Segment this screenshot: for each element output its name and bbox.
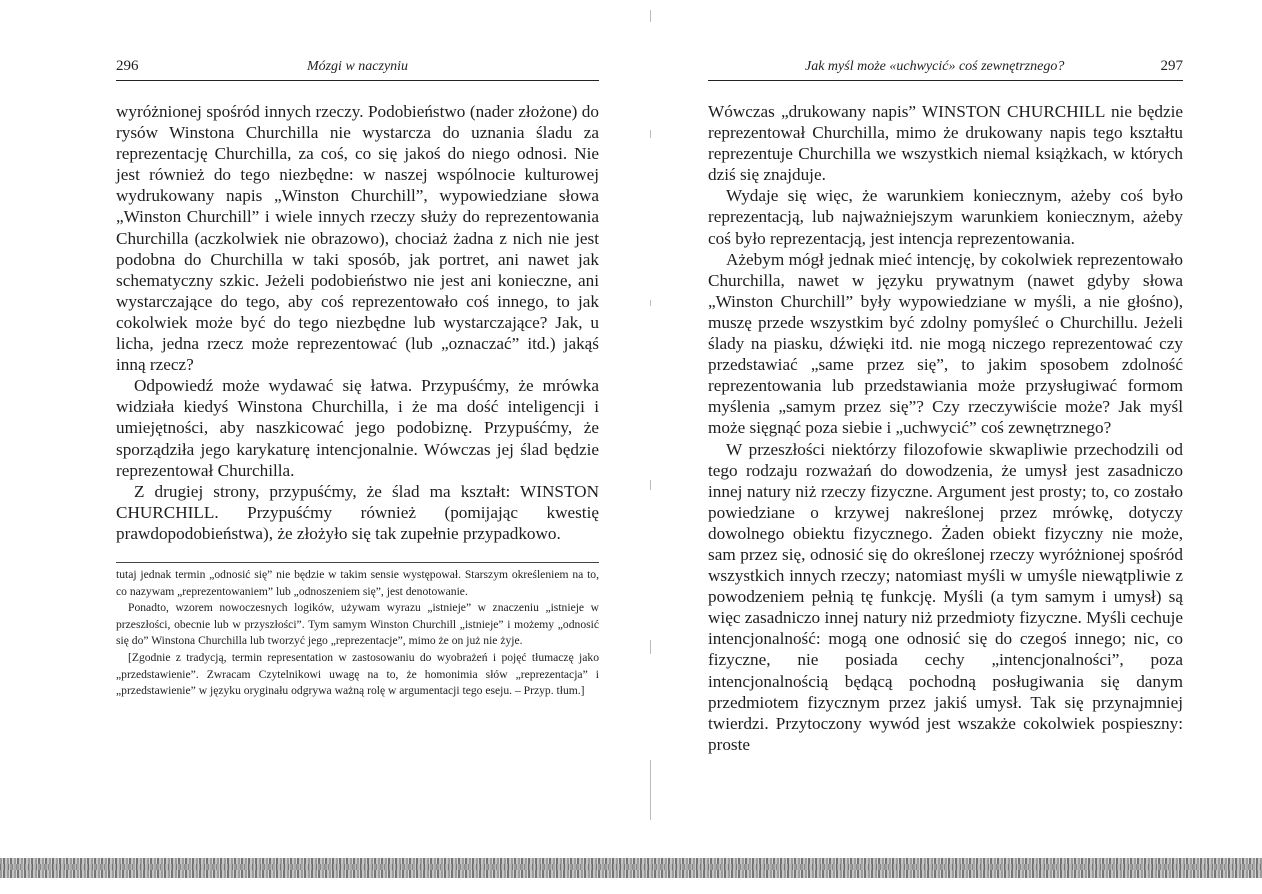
footnotes [116,567,599,700]
paragraph: Wydaje się więc, że warunkiem koniecznym, ażeby coś było reprezentacją, lub najważniejszym warunkiem koniecznym, ażeby coś było reprezentacją, jest intencja reprezentowania. [708,186,1183,248]
footnote: Ponadto, wzorem nowoczesnych logików, używam wyrazu „istnieje” w znaczeniu „istnieje w przeszłości, obecnie lub w przyszłości”. Tym samym Winston Churchill „istnieje” i możemy „odnosić się do” Winstona Churchilla lub tworzyć jego „reprezentacje”, mimo że on już nie żyje. [116,601,599,648]
right-page-header [708,58,1183,80]
left-page-header [116,58,599,80]
page-number: 297 [1160,58,1183,74]
left-page [116,0,599,860]
paragraph: wyróżnionej spośród innych rzeczy. Podobieństwo (nader złożone) do rysów Winstona Churchilla nie wystarcza do uznania śladu za reprezentację Churchilla, za coś, co się jakoś do niego odnosi. Nie jest również do tego niezbędne: w naszej wspólnocie kulturowej wydrukowany napis „Winston Churchill”, wypowiedziane słowa „Winston Churchill” i wiele innych rzeczy służy do reprezentowania Churchilla (aczkolwiek nie obrazowo), chociaż żadna z nich nie jest podobna do Churchilla w taki sposób, jak portret, ani nawet jak schematyczny szkic. Jeżeli podobieństwo nie jest ani konieczne, ani wystarczające do tego, aby coś reprezentowało coś innego, to jak cokolwiek może być do tego niezbędne lub wystarczające? Jak, u licha, jedna rzecz może reprezentować (lub „oznaczać” itd.) jakąś inną rzecz? [116,102,599,375]
footnote: tutaj jednak termin „odnosić się” nie będzie w takim sensie występował. Starszym określeniem na to, co nazywam „reprezentowaniem” lub „odnoszeniem się”, jest denotowanie. [116,568,599,598]
header-rule [708,80,1183,81]
paragraph: Ażebym mógł jednak mieć intencję, by cokolwiek reprezentowało Churchilla, nawet w języku prywatnym (nawet gdyby słowa „Winston Churchill” były wypowiedziane w myśli, a nie głośno), muszę przede wszystkim być zdolny pomyśleć o Churchillu. Jeżeli ślady na piasku, dźwięki itd. nie mogą niczego reprezentować czy przedstawiać „same przez się”, to jakim sposobem zdolność reprezentowania lub przedstawiania może przysługiwać formom myślenia „samym przez się”? Czy rzeczywiście może? Jak myśl może sięgnąć poza siebie i „uchwycić” coś zewnętrznego? [708,249,1183,438]
page-number: 296 [116,58,139,74]
paragraph: Z drugiej strony, przypuśćmy, że ślad ma kształt: WINSTON CHURCHILL. Przypuśćmy również (pomijając kwestię prawdopodobieństwa), że złożyło się tak zupełnie przypadkowo. [116,481,599,543]
paragraph: Wówczas „drukowany napis” WINSTON CHURCHILL nie będzie reprezentował Churchilla, mimo że drukowany napis tego kształtu reprezentuje Churchilla we wszystkich niemal książkach, w których dziś się znajduje. [708,102,1183,185]
footnote-divider [116,562,599,563]
running-head: Jak myśl może «uchwycić» coś zewnętrznego? [805,59,1065,74]
header-rule [116,80,599,81]
paragraph: W przeszłości niektórzy filozofowie skwapliwie przechodzili od tego rodzaju rozważań do dowodzenia, że umysł jest zasadniczo innej natury niż rzeczy fizyczne. Argument jest prosty; to, co zostało powiedziane o krzywej nakreślonej przez mrówkę, dotyczy dowolnego obiektu fizycznego. Żaden obiekt fizyczny nie może, sam przez się, odnosić się do określonej rzeczy wyróżnionej spośród wszystkich innych rzeczy; natomiast myśli w umyśle niewątpliwie z powodzeniem pełnią tę funkcję. Myśli (a tym samym i umysł) są więc zasadniczo innej natury niż przedmioty fizyczne. Myśli cechuje intencjonalność: mogą one odnosić się do czegoś innego; nic, co fizyczne, nie posiada cechy „intencjonalności”, poza intencjonalnością będącą pochodną posługiwania się danym przedmiotem fizycznym przez jakiś umysł. Tak się przynajmniej twierdzi. Przytoczony wywód jest wszakże cokolwiek pospieszny: proste [708,439,1183,754]
running-head: Mózgi w naczyniu [306,59,409,74]
right-body-text [708,101,1183,755]
footnote: [Zgodnie z tradycją, termin representation w zastosowaniu do wyobrażeń i pojęć tłumaczę jako „przedstawienie”. Zwracam Czytelnikowi uwagę na to, że homonimia słów „reprezentacja” i „przedstawienie” w języku oryginału odgrywa ważną rolę w argumentacji tego eseju. – Przyp. tłum.] [116,650,599,698]
book-gutter [650,0,652,860]
paragraph: Odpowiedź może wydawać się łatwa. Przypuśćmy, że mrówka widziała kiedyś Winstona Churchilla, i że ma dość inteligencji i umiejętności, aby naszkicować jego podobiznę. Przypuśćmy, że sporządziła jego karykaturę intencjonalnie. Wówczas jej ślad będzie reprezentował Churchilla. [116,376,599,480]
right-page [708,0,1183,860]
left-body-text [116,101,599,544]
scan-edge-noise [0,858,1262,878]
